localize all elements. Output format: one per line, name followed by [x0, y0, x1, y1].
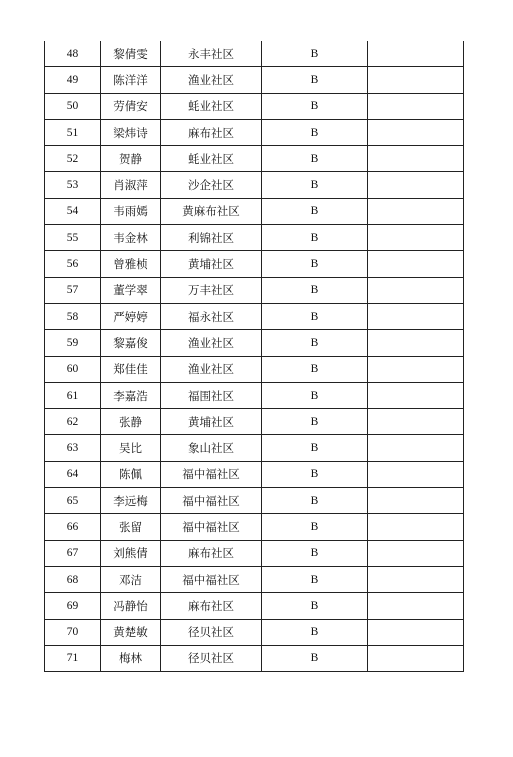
row-number-cell: 52	[45, 146, 101, 172]
community-cell: 福中福社区	[161, 488, 262, 514]
table-row	[45, 619, 464, 645]
name-cell: 严婷婷	[101, 303, 161, 329]
table-row	[45, 303, 464, 329]
table-row	[45, 356, 464, 382]
grade-cell: B	[262, 514, 368, 540]
community-cell: 麻布社区	[161, 540, 262, 566]
table-row	[45, 225, 464, 251]
row-number-cell: 65	[45, 488, 101, 514]
note-cell	[368, 566, 464, 592]
note-cell	[368, 488, 464, 514]
note-cell	[368, 356, 464, 382]
name-cell: 张静	[101, 409, 161, 435]
table-row	[45, 514, 464, 540]
grade-cell: B	[262, 645, 368, 671]
grade-cell: B	[262, 93, 368, 119]
row-number-cell: 48	[45, 41, 101, 67]
name-cell: 肖淑萍	[101, 172, 161, 198]
name-cell: 吴比	[101, 435, 161, 461]
table-row	[45, 119, 464, 145]
row-number-cell: 62	[45, 409, 101, 435]
community-cell: 永丰社区	[161, 41, 262, 67]
note-cell	[368, 198, 464, 224]
row-number-cell: 69	[45, 593, 101, 619]
name-cell: 李远梅	[101, 488, 161, 514]
note-cell	[368, 619, 464, 645]
row-number-cell: 70	[45, 619, 101, 645]
name-cell: 董学翠	[101, 277, 161, 303]
community-cell: 象山社区	[161, 435, 262, 461]
note-cell	[368, 41, 464, 67]
name-cell: 冯静怡	[101, 593, 161, 619]
note-cell	[368, 330, 464, 356]
grade-cell: B	[262, 330, 368, 356]
row-number-cell: 55	[45, 225, 101, 251]
name-cell: 曾雅桢	[101, 251, 161, 277]
name-cell: 贺静	[101, 146, 161, 172]
table-row	[45, 251, 464, 277]
grade-cell: B	[262, 435, 368, 461]
note-cell	[368, 119, 464, 145]
grade-cell: B	[262, 198, 368, 224]
community-cell: 蚝业社区	[161, 93, 262, 119]
table-row	[45, 566, 464, 592]
name-cell: 黄楚敏	[101, 619, 161, 645]
table-row	[45, 593, 464, 619]
community-cell: 麻布社区	[161, 593, 262, 619]
roster-table-body	[45, 41, 464, 672]
row-number-cell: 64	[45, 461, 101, 487]
community-cell: 福围社区	[161, 382, 262, 408]
row-number-cell: 63	[45, 435, 101, 461]
note-cell	[368, 514, 464, 540]
table-row	[45, 146, 464, 172]
note-cell	[368, 303, 464, 329]
table-row	[45, 172, 464, 198]
community-cell: 麻布社区	[161, 119, 262, 145]
community-cell: 渔业社区	[161, 356, 262, 382]
name-cell: 邓洁	[101, 566, 161, 592]
grade-cell: B	[262, 225, 368, 251]
row-number-cell: 50	[45, 93, 101, 119]
community-cell: 利锦社区	[161, 225, 262, 251]
row-number-cell: 61	[45, 382, 101, 408]
note-cell	[368, 277, 464, 303]
grade-cell: B	[262, 41, 368, 67]
table-row	[45, 93, 464, 119]
row-number-cell: 66	[45, 514, 101, 540]
row-number-cell: 71	[45, 645, 101, 671]
grade-cell: B	[262, 356, 368, 382]
grade-cell: B	[262, 277, 368, 303]
note-cell	[368, 593, 464, 619]
row-number-cell: 59	[45, 330, 101, 356]
name-cell: 黎倩雯	[101, 41, 161, 67]
grade-cell: B	[262, 146, 368, 172]
community-cell: 黄埔社区	[161, 409, 262, 435]
row-number-cell: 68	[45, 566, 101, 592]
note-cell	[368, 251, 464, 277]
grade-cell: B	[262, 488, 368, 514]
community-cell: 黄麻布社区	[161, 198, 262, 224]
row-number-cell: 57	[45, 277, 101, 303]
row-number-cell: 54	[45, 198, 101, 224]
name-cell: 李嘉浩	[101, 382, 161, 408]
name-cell: 郑佳佳	[101, 356, 161, 382]
name-cell: 刘熊倩	[101, 540, 161, 566]
community-cell: 渔业社区	[161, 330, 262, 356]
row-number-cell: 53	[45, 172, 101, 198]
note-cell	[368, 382, 464, 408]
community-cell: 黄埔社区	[161, 251, 262, 277]
table-row	[45, 198, 464, 224]
table-row	[45, 330, 464, 356]
table-row	[45, 67, 464, 93]
community-cell: 渔业社区	[161, 67, 262, 93]
grade-cell: B	[262, 119, 368, 145]
note-cell	[368, 461, 464, 487]
table-row	[45, 409, 464, 435]
table-row	[45, 461, 464, 487]
note-cell	[368, 146, 464, 172]
note-cell	[368, 409, 464, 435]
note-cell	[368, 93, 464, 119]
row-number-cell: 60	[45, 356, 101, 382]
note-cell	[368, 225, 464, 251]
name-cell: 梅林	[101, 645, 161, 671]
name-cell: 张留	[101, 514, 161, 540]
row-number-cell: 49	[45, 67, 101, 93]
name-cell: 韦金林	[101, 225, 161, 251]
grade-cell: B	[262, 566, 368, 592]
grade-cell: B	[262, 540, 368, 566]
row-number-cell: 67	[45, 540, 101, 566]
note-cell	[368, 645, 464, 671]
grade-cell: B	[262, 409, 368, 435]
row-number-cell: 56	[45, 251, 101, 277]
note-cell	[368, 172, 464, 198]
table-row	[45, 277, 464, 303]
community-cell: 径贝社区	[161, 645, 262, 671]
grade-cell: B	[262, 461, 368, 487]
table-row	[45, 382, 464, 408]
grade-cell: B	[262, 67, 368, 93]
grade-cell: B	[262, 303, 368, 329]
name-cell: 陈佩	[101, 461, 161, 487]
grade-cell: B	[262, 619, 368, 645]
community-cell: 蚝业社区	[161, 146, 262, 172]
note-cell	[368, 540, 464, 566]
name-cell: 梁炜诗	[101, 119, 161, 145]
name-cell: 陈洋洋	[101, 67, 161, 93]
note-cell	[368, 67, 464, 93]
grade-cell: B	[262, 593, 368, 619]
community-cell: 福中福社区	[161, 566, 262, 592]
community-cell: 福中福社区	[161, 461, 262, 487]
community-cell: 福永社区	[161, 303, 262, 329]
table-row	[45, 645, 464, 671]
community-cell: 福中福社区	[161, 514, 262, 540]
table-row	[45, 435, 464, 461]
community-cell: 沙企社区	[161, 172, 262, 198]
table-row	[45, 540, 464, 566]
roster-table	[44, 41, 464, 672]
row-number-cell: 51	[45, 119, 101, 145]
community-cell: 万丰社区	[161, 277, 262, 303]
name-cell: 劳倩安	[101, 93, 161, 119]
table-row	[45, 488, 464, 514]
grade-cell: B	[262, 251, 368, 277]
table-row	[45, 41, 464, 67]
grade-cell: B	[262, 382, 368, 408]
row-number-cell: 58	[45, 303, 101, 329]
note-cell	[368, 435, 464, 461]
name-cell: 韦雨嫣	[101, 198, 161, 224]
grade-cell: B	[262, 172, 368, 198]
community-cell: 径贝社区	[161, 619, 262, 645]
name-cell: 黎嘉俊	[101, 330, 161, 356]
